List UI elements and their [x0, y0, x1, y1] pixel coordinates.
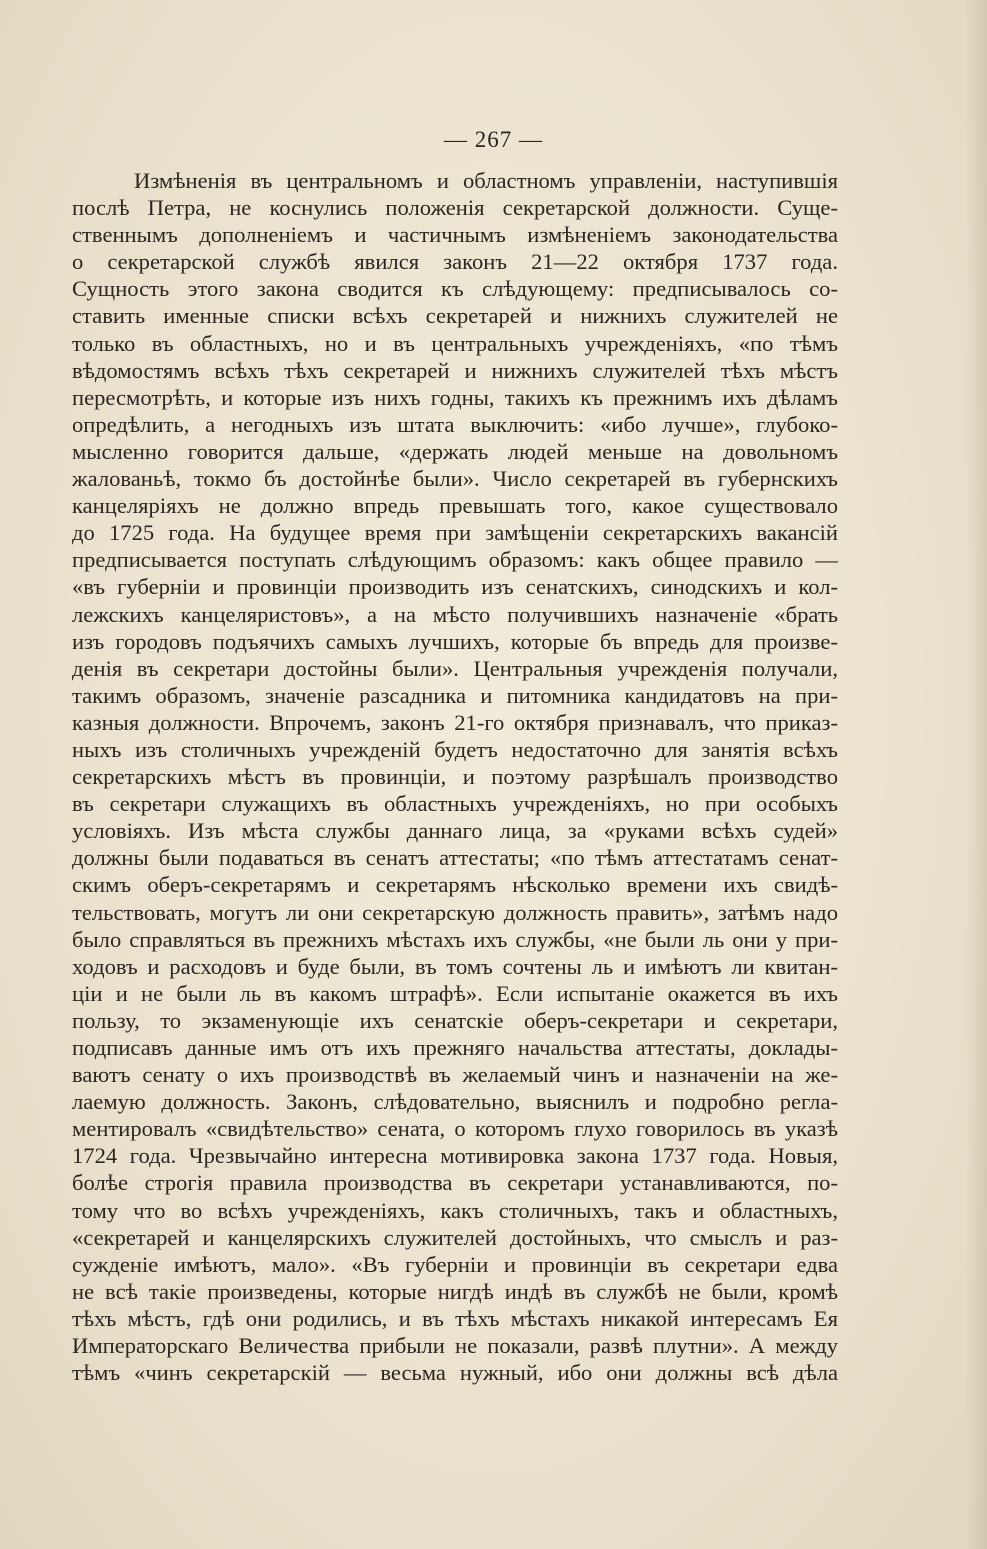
text-line: казныя должности. Впрочемъ, законъ 21-го октября признавалъ, что приказ-: [72, 709, 838, 735]
text-line: тѣмъ «чинъ секретарскій — весьма нужный, ибо они должны всѣ дѣла: [72, 1360, 838, 1386]
text-line: денія въ секретари достойны были». Центральныя учрежденія получали,: [72, 655, 838, 681]
text-line: канцеляріяхъ не должно впредь превышать того, какое существовало: [72, 493, 838, 519]
text-line: лежскихъ канцеляристовъ», а на мѣсто получившихъ назначеніе «брать: [72, 601, 838, 627]
text-line: ваютъ сенату о ихъ производствѣ въ желаемый чинъ и назначеніи на же-: [72, 1062, 838, 1088]
text-line: опредѣлить, а негодныхъ изъ штата выключить: «ибо лучше», глубоко-: [72, 411, 838, 437]
text-line: 1724 года. Чрезвычайно интересна мотивировка закона 1737 года. Новыя,: [72, 1143, 838, 1169]
text-line: тому что во всѣхъ учрежденіяхъ, какъ столичныхъ, такъ и областныхъ,: [72, 1197, 838, 1223]
page-number: — 267 —: [444, 127, 543, 152]
text-line: въ секретари служащихъ въ областныхъ учрежденіяхъ, но при особыхъ: [72, 791, 838, 817]
text-line: ціи и не были ль въ какомъ штрафѣ». Если испытаніе окажется въ ихъ: [72, 980, 838, 1006]
text-line: ходовъ и расходовъ и буде были, въ томъ сочтены ль и имѣютъ ли квитан-: [72, 953, 838, 979]
text-line: Измѣненія въ центральномъ и областномъ управленіи, наступившія: [134, 168, 838, 193]
body-text: [72, 167, 838, 1386]
text-line: ныхъ изъ столичныхъ учрежденій будетъ недостаточно для занятія всѣхъ: [72, 736, 838, 762]
text-line: «секретарей и канцелярскихъ служителей достойныхъ, что смыслъ и раз-: [72, 1224, 838, 1250]
text-line: предписывается поступать слѣдующимъ образомъ: какъ общее правило —: [72, 547, 838, 573]
text-line: вѣдомостямъ всѣхъ тѣхъ секретарей и нижнихъ служителей тѣхъ мѣстъ: [72, 357, 838, 383]
text-line: ментировалъ «свидѣтельство» сената, о которомъ глухо говорилось въ указѣ: [72, 1116, 838, 1142]
text-line: тѣхъ мѣстъ, гдѣ они родились, и въ тѣхъ мѣстахъ никакой интересамъ Ея: [72, 1305, 838, 1331]
text-line: подписавъ данные имъ отъ ихъ прежняго начальства аттестаты, доклады-: [72, 1035, 838, 1060]
text-line: послѣ Петра, не коснулись положенія секретарской должности. Суще-: [72, 195, 838, 221]
text-line: до 1725 года. На будущее время при замѣщеніи секретарскихъ вакансій: [72, 520, 838, 546]
text-line: Сущность этого закона сводится къ слѣдующему: предписывалось со-: [72, 276, 838, 302]
text-line: секретарскихъ мѣстъ въ провинціи, и поэтому разрѣшалъ производство: [72, 764, 838, 790]
text-line: сужденіе имѣютъ, мало». «Въ губерніи и провинціи въ секретари едва: [72, 1251, 838, 1277]
text-line: пересмотрѣть, и которые изъ нихъ годны, такихъ къ прежнимъ ихъ дѣламъ: [72, 384, 838, 410]
text-line: только въ областныхъ, но и въ центральныхъ учрежденіяхъ, «по тѣмъ: [72, 330, 838, 356]
text-line: жалованьѣ, токмо бъ достойнѣе были». Число секретарей въ губернскихъ: [72, 466, 838, 492]
text-line: мысленно говорится дальше, «держать людей меньше на довольномъ: [72, 438, 838, 464]
text-line: пользу, то экзаменующіе ихъ сенатскіе оберъ-секретари и секретари,: [72, 1007, 838, 1033]
text-line: «въ губерніи и провинціи производить изъ сенатскихъ, синодскихъ и кол-: [72, 574, 838, 600]
text-line: не всѣ такіе произведены, которые нигдѣ индѣ въ службѣ не были, кромѣ: [72, 1278, 838, 1304]
text-line: ственнымъ дополненіемъ и частичнымъ измѣненіемъ законодательства: [72, 222, 838, 248]
text-line: такимъ образомъ, значеніе разсадника и питомника кандидатовъ на при-: [72, 682, 838, 708]
text-line: было справляться въ прежнихъ мѣстахъ ихъ службы, «не были ль они у при-: [72, 926, 838, 952]
text-line: о секретарской службѣ явился законъ 21—22 октября 1737 года.: [72, 249, 838, 275]
text-line: должны были подаваться въ сенатъ аттестаты; «по тѣмъ аттестатамъ сенат-: [72, 845, 838, 871]
page-edge-shadow: [965, 0, 987, 1549]
text-line: изъ городовъ подъячихъ самыхъ лучшихъ, которые бъ впредь для произве-: [72, 628, 838, 654]
text-line: болѣе строгія правила производства въ секретари устанавливаются, по-: [72, 1170, 838, 1196]
text-line: тельствовать, могутъ ли они секретарскую должность править», затѣмъ надо: [72, 899, 838, 925]
text-line: лаемую должность. Законъ, слѣдовательно, выяснилъ и подробно регла-: [72, 1089, 838, 1115]
text-line: ставить именные списки всѣхъ секретарей и нижнихъ служителей не: [72, 303, 838, 329]
text-line: скимъ оберъ-секретарямъ и секретарямъ нѣсколько времени ихъ свидѣ-: [72, 872, 838, 898]
text-line: Императорскаго Величества прибыли не показали, развѣ плутни». А между: [72, 1333, 838, 1359]
text-line: условіяхъ. Изъ мѣста службы даннаго лица, за «руками всѣхъ судей»: [72, 818, 838, 844]
